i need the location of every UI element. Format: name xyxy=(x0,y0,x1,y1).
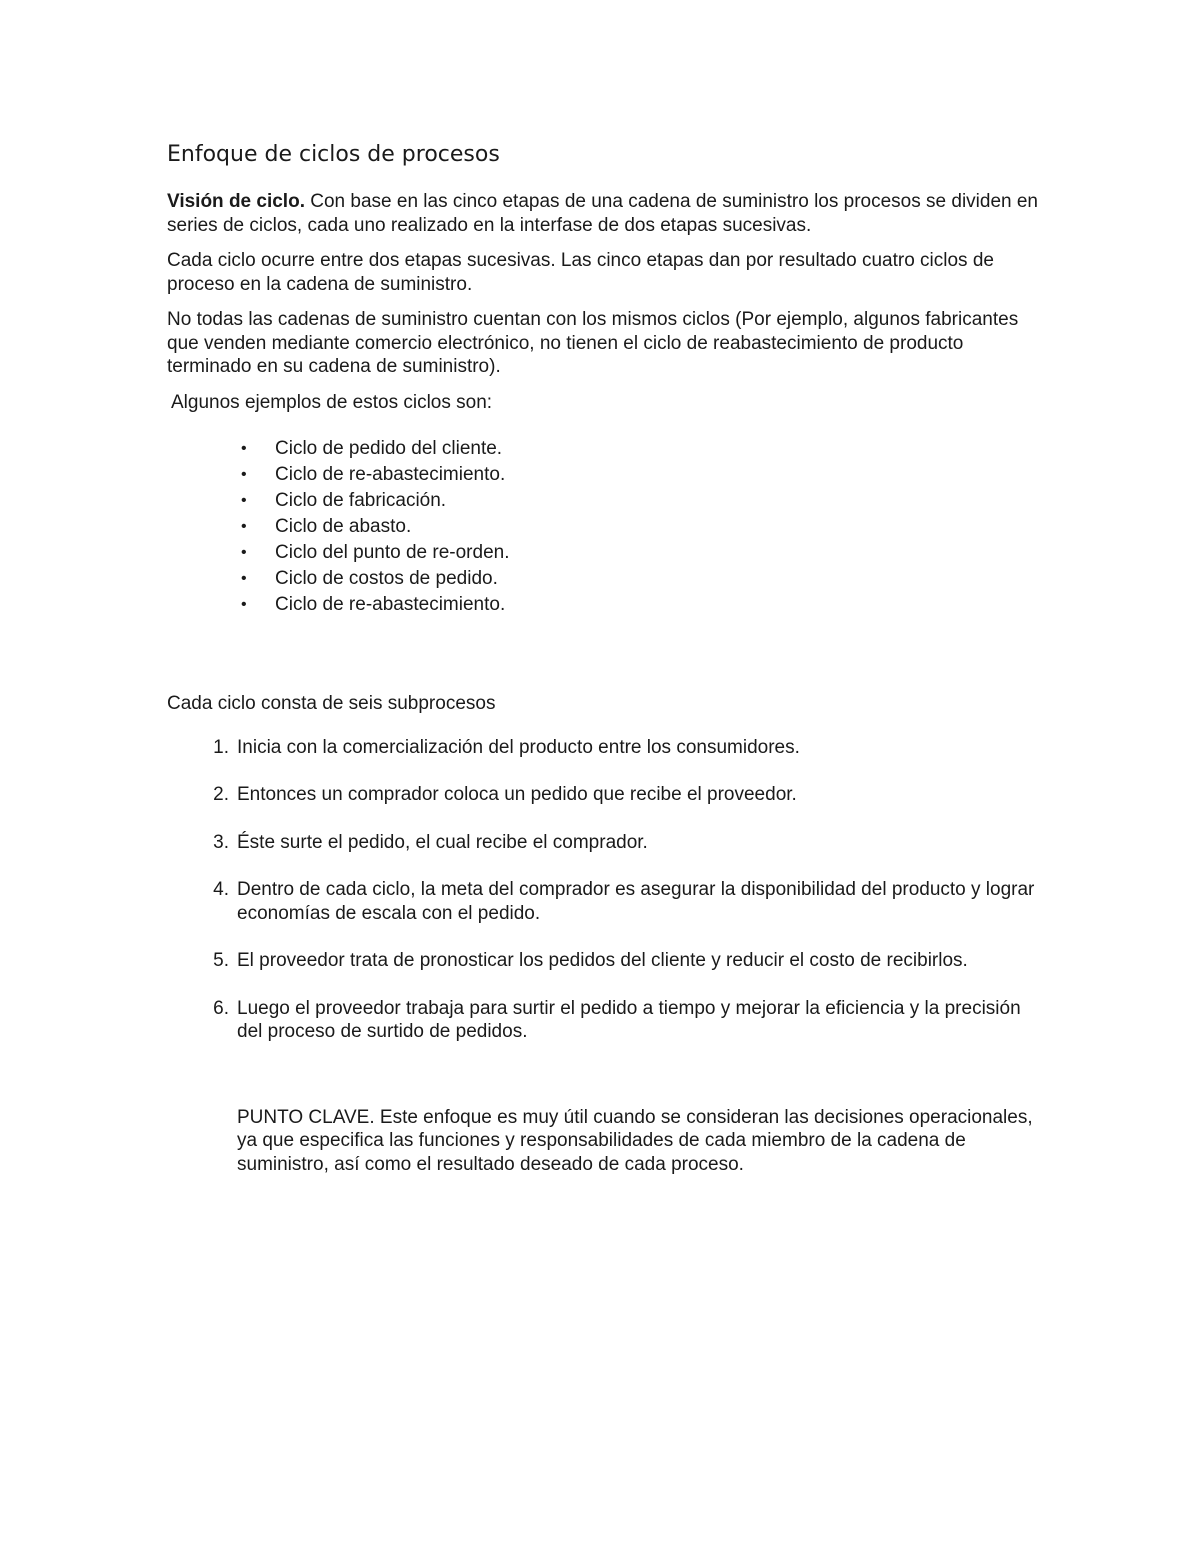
list-item xyxy=(237,462,1047,488)
bullet-icon: • xyxy=(241,596,247,613)
list-item xyxy=(237,514,1047,540)
cycle-label: Ciclo del punto de re-orden. xyxy=(275,542,510,563)
document-body xyxy=(167,140,1047,1176)
step-number: 3. xyxy=(213,831,229,853)
list-item xyxy=(213,783,1047,807)
bullet-icon: • xyxy=(241,492,247,509)
bullet-icon: • xyxy=(241,570,247,587)
cycle-label: Ciclo de costos de pedido. xyxy=(275,568,498,589)
step-text: Dentro de cada ciclo, la meta del comprador es asegurar la disponibilidad del producto y lograr economías de escala con el pedido. xyxy=(237,879,1035,924)
list-item xyxy=(237,566,1047,592)
list-item xyxy=(213,831,1047,855)
step-text: Inicia con la comercialización del producto entre los consumidores. xyxy=(237,736,800,758)
step-text: Éste surte el pedido, el cual recibe el comprador. xyxy=(237,831,648,853)
cycles-list xyxy=(167,436,1047,618)
cycle-label: Ciclo de re-abastecimiento. xyxy=(275,464,506,485)
list-item xyxy=(213,949,1047,973)
paragraph-not-all-chains: No todas las cadenas de suministro cuentan con los mismos ciclos (Por ejemplo, algunos fabricantes que venden mediante comercio electrónico, no tienen el ciclo de reabastecimiento de producto terminado en su cadena de suministro). xyxy=(167,309,1019,377)
vision-paragraph xyxy=(167,190,1047,237)
bullet-icon: • xyxy=(241,466,247,483)
step-number: 1. xyxy=(213,736,229,758)
vision-lead: Visión de ciclo. xyxy=(167,191,305,212)
step-number: 2. xyxy=(213,784,229,805)
list-item xyxy=(213,736,1047,760)
step-text: Luego el proveedor trabaja para surtir el pedido a tiempo y mejorar la eficiencia y la precisión del proceso de surtido de pedidos. xyxy=(237,997,1021,1042)
bullet-icon: • xyxy=(241,544,247,561)
subprocesses-intro: Cada ciclo consta de seis subprocesos xyxy=(167,693,496,714)
key-point-paragraph: PUNTO CLAVE. Este enfoque es muy útil cuando se consideran las decisiones operacionales, ya que especifica las funciones y responsabilidades de cada miembro de la cadena de suministro, así como el resultado deseado de cada proceso. xyxy=(237,1106,1033,1175)
step-number: 5. xyxy=(213,950,229,971)
step-number: 4. xyxy=(213,879,229,900)
list-item xyxy=(213,997,1047,1044)
cycle-label: Ciclo de re-abastecimiento. xyxy=(275,594,506,615)
bullet-icon: • xyxy=(241,518,247,535)
vision-text: Con base en las cinco etapas de una cadena de suministro los procesos se dividen en series de ciclos, cada uno realizado en la interfase de dos etapas sucesivas. xyxy=(167,191,1038,236)
bullet-icon: • xyxy=(241,440,247,457)
cycle-label: Ciclo de abasto. xyxy=(275,516,412,537)
list-item xyxy=(237,592,1047,618)
document-title: Enfoque de ciclos de procesos xyxy=(167,142,500,167)
paragraph-stages: Cada ciclo ocurre entre dos etapas sucesivas. Las cinco etapas dan por resultado cuatro ciclos de proceso en la cadena de suministro. xyxy=(167,250,994,295)
cycle-label: Ciclo de pedido del cliente. xyxy=(275,438,503,459)
cycle-label: Ciclo de fabricación. xyxy=(275,490,447,511)
list-item xyxy=(237,436,1047,462)
examples-intro: Algunos ejemplos de estos ciclos son: xyxy=(171,391,493,413)
step-text: El proveedor trata de pronosticar los pedidos del cliente y reducir el costo de recibirlos. xyxy=(237,950,968,971)
subprocesses-list xyxy=(167,736,1047,1044)
list-item xyxy=(213,878,1047,925)
step-text: Entonces un comprador coloca un pedido que recibe el proveedor. xyxy=(237,784,797,805)
list-item xyxy=(237,540,1047,566)
step-number: 6. xyxy=(213,997,229,1019)
list-item xyxy=(237,488,1047,514)
